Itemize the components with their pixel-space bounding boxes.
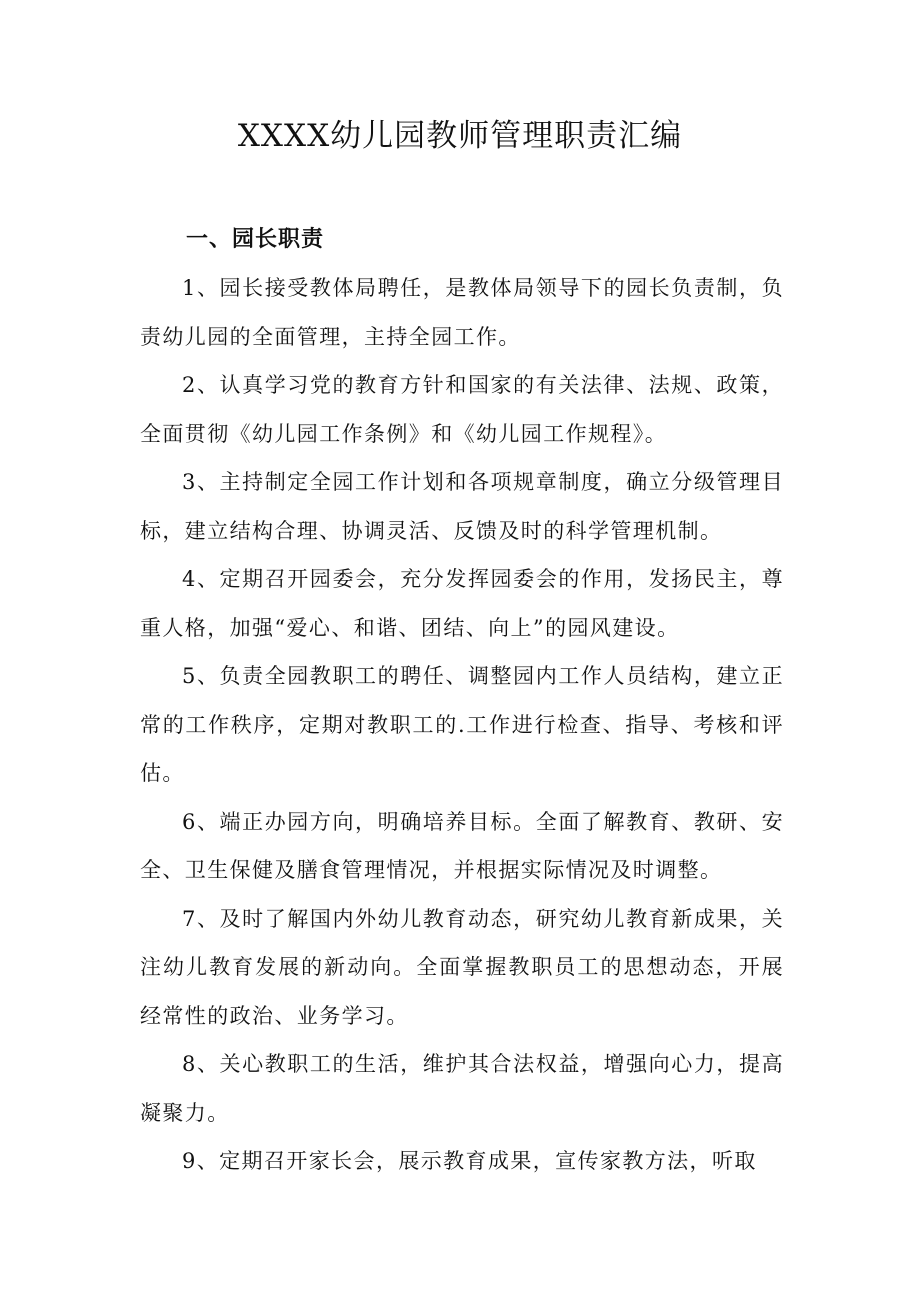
paragraph-2: 2、认真学习党的教育方针和国家的有关法律、法规、政策，全面贯彻《幼儿园工作条例》和《幼儿园工作规程》。 <box>140 373 784 446</box>
paragraph-7: 7、及时了解国内外幼儿教育动态，研究幼儿教育新成果，关注幼儿教育发展的新动向。全面掌握教职员工的思想动态，开展经常性的政治、业务学习。 <box>140 906 784 1028</box>
paragraph-4: 4、定期召开园委会，充分发挥园委会的作用，发扬民主，尊重人格，加强“爱心、和谐、团结、向上”的园风建设。 <box>140 567 784 640</box>
paragraph-1: 1、园长接受教体局聘任，是教体局领导下的园长负责制，负责幼儿园的全面管理，主持全园工作。 <box>140 276 784 349</box>
paragraph-9: 9、定期召开家长会，展示教育成果，宣传家教方法，听取 <box>182 1149 757 1173</box>
section-heading: 一、园长职责 <box>186 227 325 252</box>
paragraph-6: 6、端正办园方向，明确培养目标。全面了解教育、教研、安全、卫生保健及膳食管理情况，并根据实际情况及时调整。 <box>140 809 784 882</box>
document-body <box>140 264 784 1186</box>
paragraph-3: 3、主持制定全园工作计划和各项规章制度，确立分级管理目标，建立结构合理、协调灵活、反馈及时的科学管理机制。 <box>140 470 784 543</box>
document-title: XXXX幼儿园教师管理职责汇编 <box>237 118 683 154</box>
paragraph-5: 5、负责全园教职工的聘任、调整园内工作人员结构，建立正常的工作秩序，定期对教职工的.工作进行检查、指导、考核和评估。 <box>140 664 784 785</box>
paragraph-8: 8、关心教职工的生活，维护其合法权益，增强向心力，提高凝聚力。 <box>140 1052 784 1125</box>
